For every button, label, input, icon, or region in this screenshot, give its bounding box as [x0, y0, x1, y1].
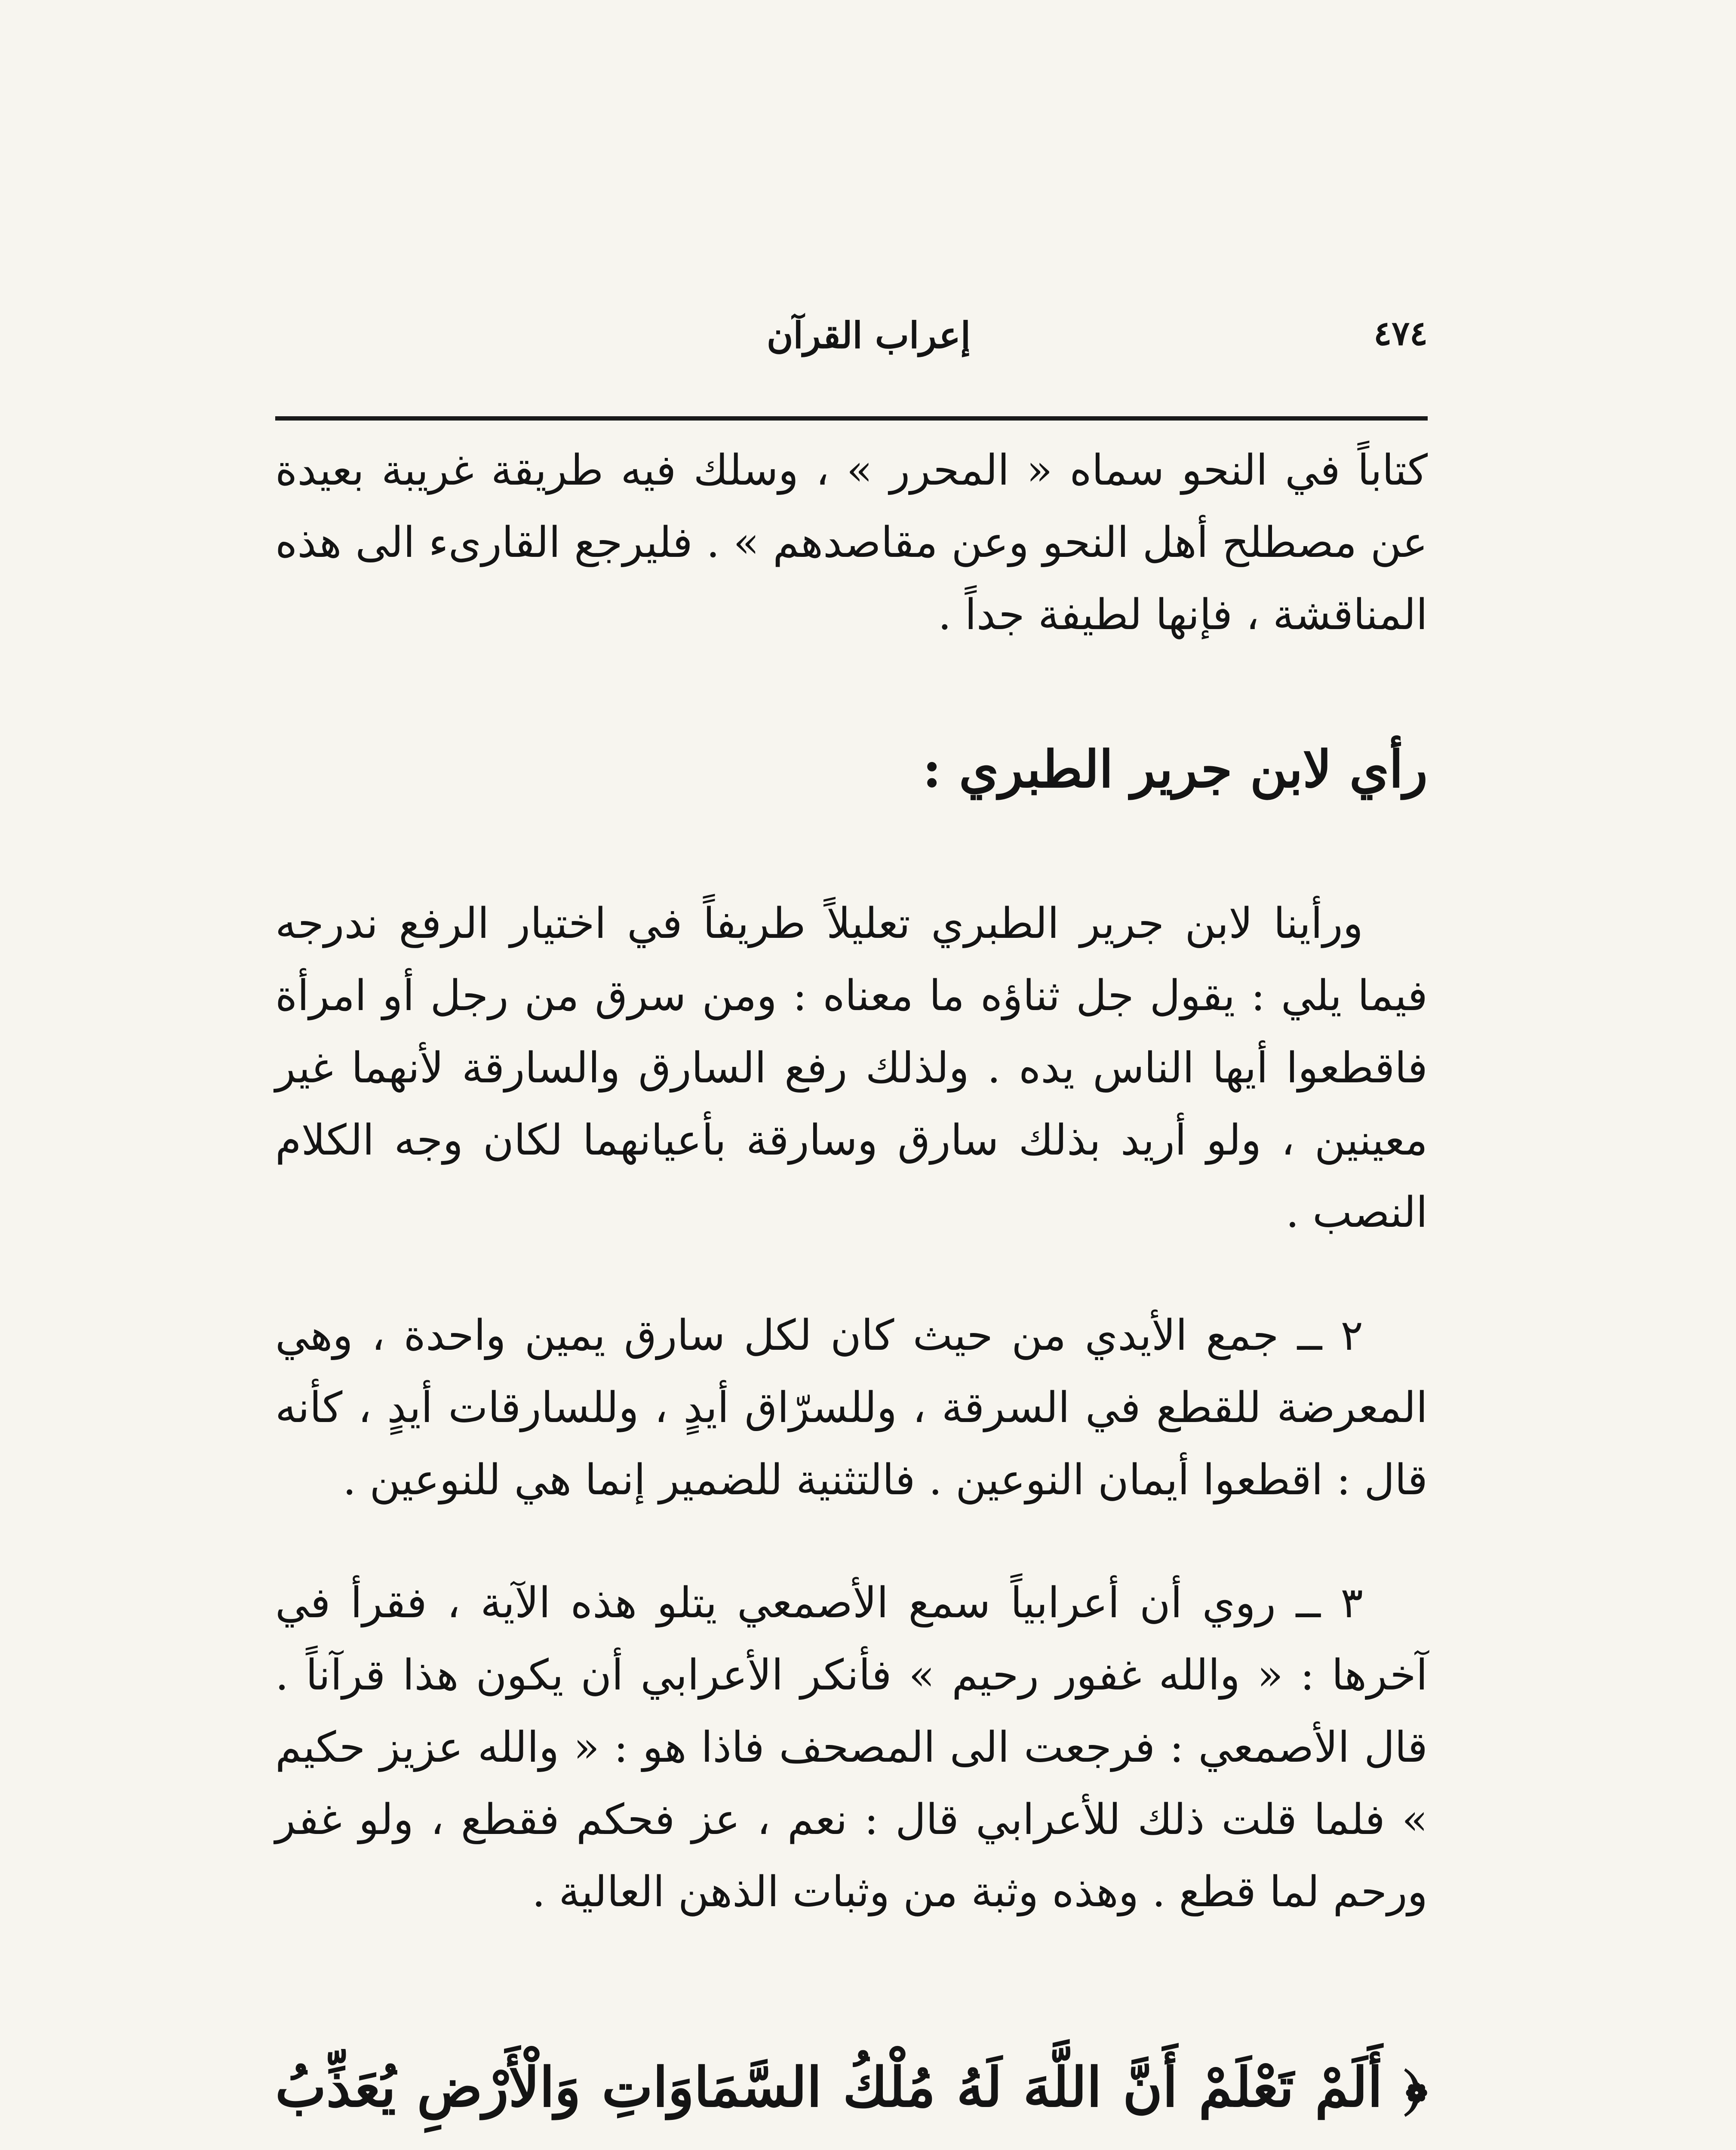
running-title: إعراب القرآن	[766, 314, 971, 356]
body-paragraph-3: ٣ ــ روي أن أعرابياً سمع الأصمعي يتلو هذه الآية ، فقرأ في آخرها : « والله غفور رحيم » فأنكر الأعرابي أن يكون هذا قرآناً . قال الأصمعي : فرجعت الى المصحف فاذا هو : « والله عزيز حكيم » فلما قلت ذلك للأعرابي قال : نعم ، عز فحكم فقطع ، ولو غفر ورحم لما قطع . وهذه وثبة من وثبات الذهن العالية .	[275, 1579, 1428, 1917]
body-paragraph-2: ٢ ــ جمع الأيدي من حيث كان لكل سارق يمين واحدة ، وهي المعرضة للقطع في السرقة ، وللسرّاق أيدٍ ، وللسارقات أيدٍ ، كأنه قال : اقطعوا أيمان النوعين . فالتثنية للضمير إنما هي للنوعين .	[275, 1311, 1428, 1505]
quran-verse: ﴿ أَلَمْ تَعْلَمْ أَنَّ اللَّهَ لَهُ مُلْكُ السَّمَاوَاتِ وَالْأَرْضِ يُعَذِّبُ	[275, 2055, 1428, 2119]
page-body	[275, 434, 1428, 2150]
intro-paragraph: كتاباً في النحو سماه « المحرر » ، وسلك فيه طريقة غريبة بعيدة عن مصطلح أهل النحو وعن مقاصدهم » . فليرجع القارىء الى هذه المناقشة ، فإنها لطيفة جداً .	[275, 446, 1428, 639]
section-heading: رأي لابن جرير الطبري :	[922, 739, 1428, 799]
page-number: ٤٧٤	[1373, 314, 1428, 353]
page-header	[275, 314, 1428, 378]
body-paragraph-1: ورأينا لابن جرير الطبري تعليلاً طريفاً في اختيار الرفع ندرجه فيما يلي : يقول جل ثناؤه ما معناه : ومن سرق من رجل أو امرأة فاقطعوا أيها الناس يده . ولذلك رفع السارق والسارقة لأنهما غير معينين ، ولو أريد بذلك سارق وسارقة بأعيانهما لكان وجه الكلام النصب .	[275, 899, 1428, 1237]
header-rule	[275, 416, 1428, 421]
